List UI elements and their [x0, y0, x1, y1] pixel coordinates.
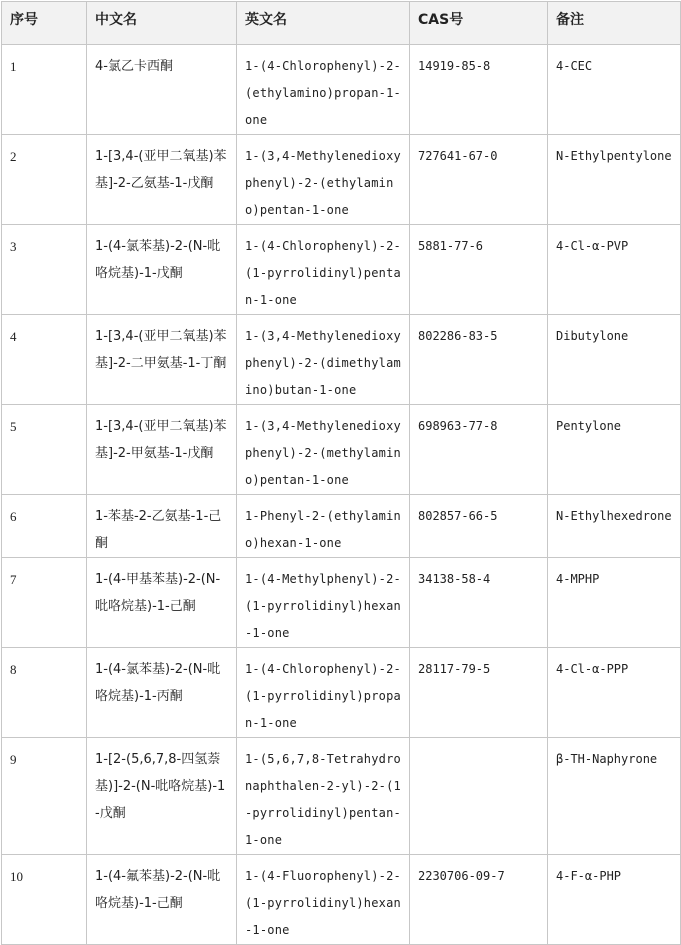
- chinese-name: 4-氯乙卡西酮: [87, 45, 237, 135]
- english-name: 1-(4-Fluorophenyl)-2-(1-pyrrolidinyl)hexan-1-one: [237, 855, 410, 945]
- english-name: 1-(5,6,7,8-Tetrahydronaphthalen-2-yl)-2-(1-pyrrolidinyl)pentan-1-one: [237, 738, 410, 855]
- note: 4-F-α-PHP: [548, 855, 681, 945]
- english-name: 1-(4-Methylphenyl)-2-(1-pyrrolidinyl)hexan-1-one: [237, 558, 410, 648]
- chinese-name: 1-[3,4-(亚甲二氧基)苯基]-2-二甲氨基-1-丁酮: [87, 315, 237, 405]
- note: β-TH-Naphyrone: [548, 738, 681, 855]
- header-no: 序号: [2, 2, 87, 45]
- cas-number: 2230706-09-7: [410, 855, 548, 945]
- cas-number: 5881-77-6: [410, 225, 548, 315]
- cas-number: 28117-79-5: [410, 648, 548, 738]
- chinese-name: 1-[2-(5,6,7,8-四氢萘基)]-2-(N-吡咯烷基)-1-戊酮: [87, 738, 237, 855]
- row-number: 10: [2, 855, 87, 945]
- note: Dibutylone: [548, 315, 681, 405]
- chinese-name: 1-[3,4-(亚甲二氧基)苯基]-2-甲氨基-1-戊酮: [87, 405, 237, 495]
- table-row: [2, 648, 681, 738]
- header-chinese-name: 中文名: [87, 2, 237, 45]
- note: 4-MPHP: [548, 558, 681, 648]
- table-row: [2, 738, 681, 855]
- row-number: 3: [2, 225, 87, 315]
- table-row: [2, 135, 681, 225]
- chinese-name: 1-(4-甲基苯基)-2-(N-吡咯烷基)-1-己酮: [87, 558, 237, 648]
- cas-number: 34138-58-4: [410, 558, 548, 648]
- chinese-name: 1-(4-氟苯基)-2-(N-吡咯烷基)-1-己酮: [87, 855, 237, 945]
- cas-number: 727641-67-0: [410, 135, 548, 225]
- header-row: [2, 2, 681, 45]
- table-row: [2, 405, 681, 495]
- note: Pentylone: [548, 405, 681, 495]
- chinese-name: 1-[3,4-(亚甲二氧基)苯基]-2-乙氨基-1-戊酮: [87, 135, 237, 225]
- chinese-name: 1-苯基-2-乙氨基-1-己酮: [87, 495, 237, 558]
- table-row: [2, 225, 681, 315]
- note: N-Ethylpentylone: [548, 135, 681, 225]
- note: 4-CEC: [548, 45, 681, 135]
- header-cas: CAS号: [410, 2, 548, 45]
- row-number: 6: [2, 495, 87, 558]
- table-row: [2, 855, 681, 945]
- chinese-name: 1-(4-氯苯基)-2-(N-吡咯烷基)-1-丙酮: [87, 648, 237, 738]
- english-name: 1-Phenyl-2-(ethylamino)hexan-1-one: [237, 495, 410, 558]
- cas-number: 698963-77-8: [410, 405, 548, 495]
- header-english-name: 英文名: [237, 2, 410, 45]
- cas-number: 802286-83-5: [410, 315, 548, 405]
- row-number: 2: [2, 135, 87, 225]
- english-name: 1-(4-Chlorophenyl)-2-(1-pyrrolidinyl)propan-1-one: [237, 648, 410, 738]
- cas-number: 802857-66-5: [410, 495, 548, 558]
- chinese-name: 1-(4-氯苯基)-2-(N-吡咯烷基)-1-戊酮: [87, 225, 237, 315]
- table-row: [2, 45, 681, 135]
- cas-number: 14919-85-8: [410, 45, 548, 135]
- english-name: 1-(3,4-Methylenedioxyphenyl)-2-(dimethylamino)butan-1-one: [237, 315, 410, 405]
- english-name: 1-(4-Chlorophenyl)-2-(ethylamino)propan-1-one: [237, 45, 410, 135]
- note: N-Ethylhexedrone: [548, 495, 681, 558]
- row-number: 9: [2, 738, 87, 855]
- header-note: 备注: [548, 2, 681, 45]
- row-number: 4: [2, 315, 87, 405]
- note: 4-Cl-α-PVP: [548, 225, 681, 315]
- row-number: 1: [2, 45, 87, 135]
- table-row: [2, 495, 681, 558]
- substance-table: [1, 1, 681, 945]
- cas-number: [410, 738, 548, 855]
- english-name: 1-(4-Chlorophenyl)-2-(1-pyrrolidinyl)pentan-1-one: [237, 225, 410, 315]
- row-number: 7: [2, 558, 87, 648]
- english-name: 1-(3,4-Methylenedioxyphenyl)-2-(ethylamino)pentan-1-one: [237, 135, 410, 225]
- note: 4-Cl-α-PPP: [548, 648, 681, 738]
- row-number: 8: [2, 648, 87, 738]
- english-name: 1-(3,4-Methylenedioxyphenyl)-2-(methylamino)pentan-1-one: [237, 405, 410, 495]
- row-number: 5: [2, 405, 87, 495]
- table-row: [2, 558, 681, 648]
- table-row: [2, 315, 681, 405]
